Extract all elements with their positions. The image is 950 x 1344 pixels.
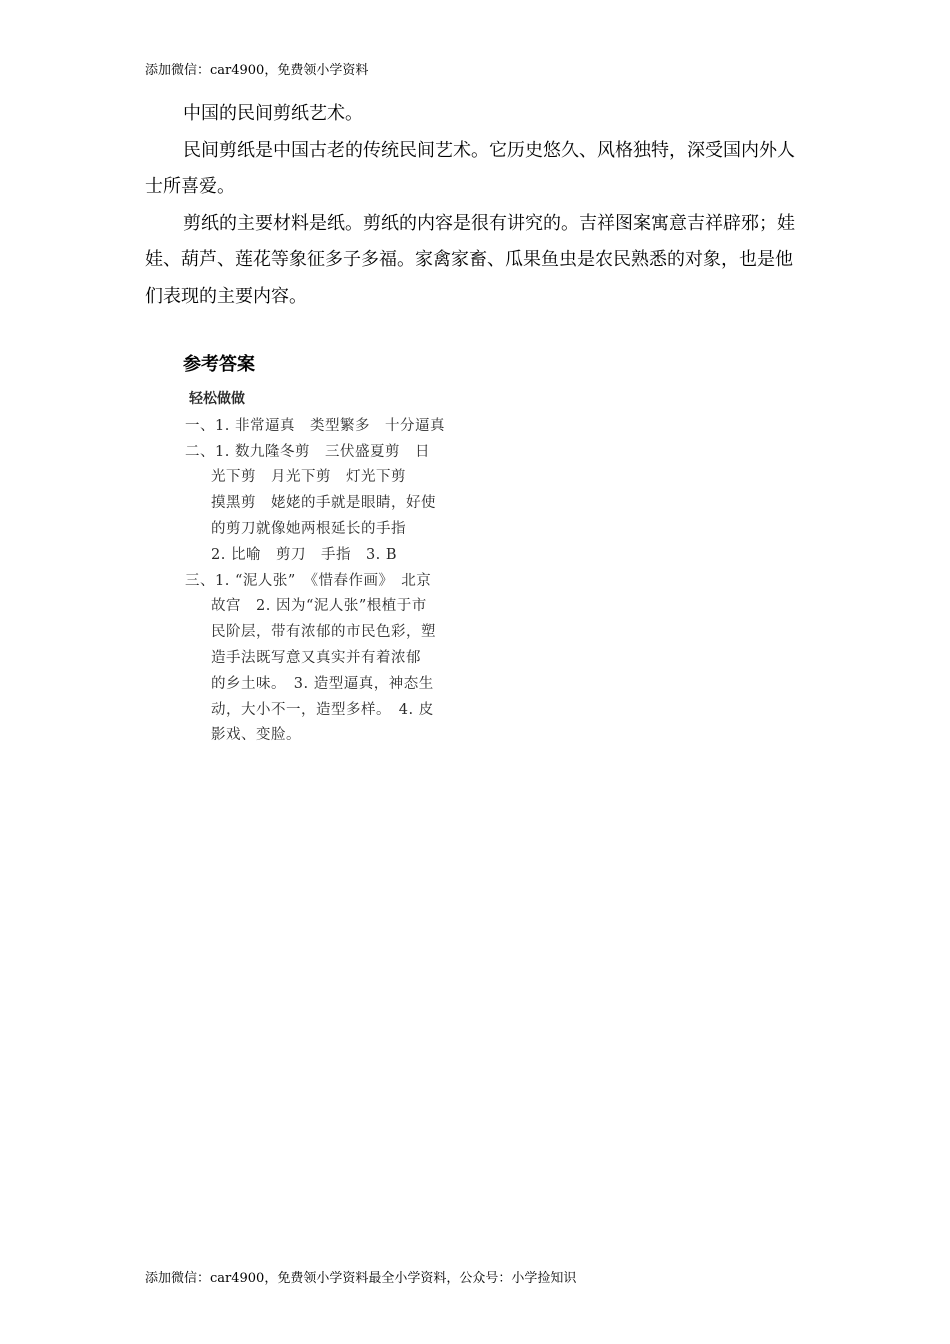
footer-note: 添加微信：car4900，免费领小学资料最全小学资料，公众号：小学捡知识 [145,1271,577,1286]
answer-line: 一、1. 非常逼真 类型繁多 十分逼真 [185,417,445,434]
answer-line: 光下剪 月光下剪 灯光下剪 [211,469,406,486]
article-paragraph: 剪纸的主要材料是纸。剪纸的内容是很有讲究的。吉祥图案寓意吉祥辟邪；娃娃、葫芦、莲花等象征多子多福。家禽家畜、瓜果鱼虫是农民熟悉的对象，也是他们表现的主要内容。 [145,212,795,307]
answer-line: 民阶层，带有浓郁的市民色彩，塑 [211,624,436,641]
answer-line: 动，大小不一，造型多样。 4. 皮 [211,701,434,718]
article-paragraph: 民间剪纸是中国古老的传统民间艺术。它历史悠久、风格独特，深受国内外人士所喜爱。 [145,139,795,197]
answer-line: 三、1. “泥人张” 《惜春作画》 北京 [185,572,432,589]
answer-line: 的剪刀就像她两根延长的手指 [211,520,406,537]
answer-line: 影戏、变脸。 [211,727,301,744]
article-paragraph: 中国的民间剪纸艺术。 [183,103,363,124]
answer-key-image [185,387,457,749]
answer-line: 2. 比喻 剪刀 手指 3. B [211,546,398,563]
answers-heading: 参考答案 [183,354,255,375]
answer-line: 造手法既写意又真实并有着浓郁 [211,649,421,666]
answer-line: 二、1. 数九隆冬剪 三伏盛夏剪 日 [185,443,430,460]
answer-line: 故宫 2. 因为“泥人张”根植于市 [211,598,427,615]
header-note: 添加微信：car4900，免费领小学资料 [145,63,369,78]
answer-subheading: 轻松做做 [189,391,245,407]
article-body [145,96,810,315]
answer-line: 摸黑剪 姥姥的手就是眼睛，好使 [211,495,436,512]
answer-line: 的乡土味。 3. 造型逼真，神态生 [211,675,434,692]
